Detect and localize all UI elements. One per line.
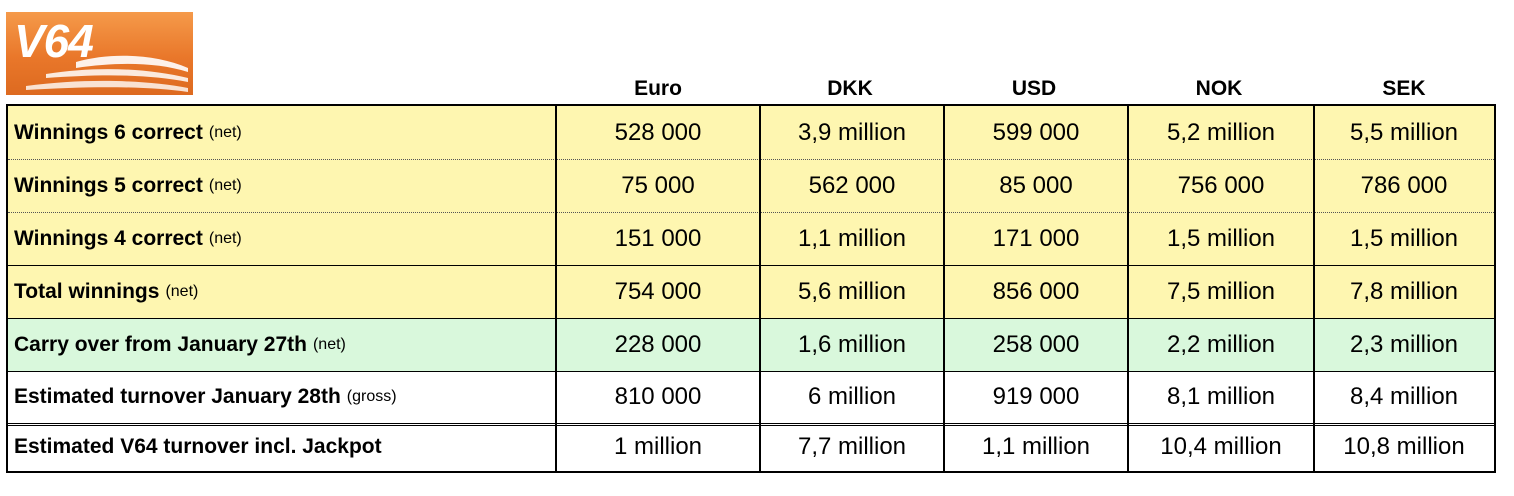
- column-divider: [1127, 106, 1129, 471]
- row-label-suffix: (net): [208, 229, 242, 247]
- column-divider: [1313, 106, 1315, 471]
- value-cell-dkk: 3,9 million: [797, 118, 907, 146]
- table-row: [8, 318, 1494, 371]
- value-cell-euro: 1 million: [613, 433, 703, 460]
- row-label-text: Carry over from January 27th: [14, 332, 307, 356]
- value-cell-usd: 856 000: [992, 277, 1080, 305]
- value-cell-dkk: 1,1 million: [797, 224, 907, 252]
- row-separator: [8, 318, 1494, 319]
- column-header-sek: SEK: [1382, 77, 1426, 100]
- row-label-suffix: (net): [208, 123, 242, 141]
- value-cell-sek: 8,4 million: [1349, 383, 1459, 410]
- row-separator: [8, 423, 1494, 426]
- value-cell-usd: 599 000: [992, 118, 1080, 146]
- row-label-text: Winnings 4 correct: [14, 226, 203, 250]
- table-row: [8, 159, 1494, 212]
- column-divider: [555, 106, 557, 471]
- table-row: [8, 371, 1494, 423]
- row-label-text: Total winnings: [14, 279, 160, 303]
- row-separator: [8, 212, 1494, 213]
- row-separator: [8, 371, 1494, 372]
- row-label: [8, 212, 556, 265]
- value-cell-euro: 810 000: [614, 383, 702, 410]
- value-cell-euro: 528 000: [614, 118, 702, 146]
- value-cell-nok: 8,1 million: [1166, 383, 1276, 410]
- value-cell-nok: 10,4 million: [1160, 433, 1282, 460]
- value-cell-dkk: 7,7 million: [797, 433, 907, 460]
- row-label-text: Winnings 6 correct: [14, 120, 203, 144]
- v64-logo: [6, 12, 193, 95]
- value-cell-sek: 5,5 million: [1349, 118, 1459, 146]
- row-label-text: Estimated turnover January 28th: [14, 385, 341, 408]
- row-label: [8, 159, 556, 212]
- value-cell-usd: 171 000: [992, 224, 1080, 252]
- row-label-suffix: (gross): [346, 388, 397, 405]
- value-cell-usd: 85 000: [999, 171, 1073, 199]
- table-row: [8, 265, 1494, 318]
- value-cell-nok: 2,2 million: [1166, 330, 1276, 358]
- winnings-table: [6, 104, 1496, 473]
- column-divider: [759, 106, 761, 471]
- value-cell-dkk: 5,6 million: [797, 277, 907, 305]
- value-cell-nok: 5,2 million: [1166, 118, 1276, 146]
- column-header-euro: Euro: [634, 77, 682, 100]
- value-cell-euro: 151 000: [614, 224, 702, 252]
- logo-text: V64: [14, 15, 93, 67]
- value-cell-usd: 258 000: [992, 330, 1080, 358]
- column-divider: [943, 106, 945, 471]
- row-label-suffix: (net): [312, 335, 346, 353]
- row-label: [8, 371, 556, 423]
- column-header-usd: USD: [1011, 77, 1057, 100]
- table-row: [8, 212, 1494, 265]
- table-row: [8, 423, 1494, 471]
- row-label: [8, 106, 556, 159]
- table-row: [8, 106, 1494, 159]
- row-label-text: Estimated V64 turnover incl. Jackpot: [14, 435, 382, 458]
- value-cell-dkk: 6 million: [807, 383, 897, 410]
- value-cell-usd: 919 000: [992, 383, 1080, 410]
- value-cell-sek: 786 000: [1360, 171, 1448, 199]
- value-cell-euro: 754 000: [614, 277, 702, 305]
- row-separator: [8, 159, 1494, 160]
- value-cell-euro: 228 000: [614, 330, 702, 358]
- column-header-dkk: DKK: [827, 77, 873, 100]
- row-separator: [8, 265, 1494, 266]
- row-label-suffix: (net): [165, 282, 199, 300]
- column-header-nok: NOK: [1195, 77, 1243, 100]
- value-cell-sek: 7,8 million: [1349, 277, 1459, 305]
- value-cell-dkk: 562 000: [808, 171, 896, 199]
- row-label: [8, 265, 556, 318]
- value-cell-dkk: 1,6 million: [797, 330, 907, 358]
- value-cell-sek: 1,5 million: [1349, 224, 1459, 252]
- row-label: [8, 318, 556, 371]
- row-label-text: Winnings 5 correct: [14, 173, 203, 197]
- row-label-suffix: (net): [208, 176, 242, 194]
- value-cell-nok: 7,5 million: [1166, 277, 1276, 305]
- row-label: [8, 423, 556, 471]
- value-cell-euro: 75 000: [621, 171, 695, 199]
- value-cell-sek: 2,3 million: [1349, 330, 1459, 358]
- value-cell-nok: 756 000: [1177, 171, 1265, 199]
- value-cell-nok: 1,5 million: [1166, 224, 1276, 252]
- value-cell-sek: 10,8 million: [1343, 433, 1465, 460]
- value-cell-usd: 1,1 million: [981, 433, 1091, 460]
